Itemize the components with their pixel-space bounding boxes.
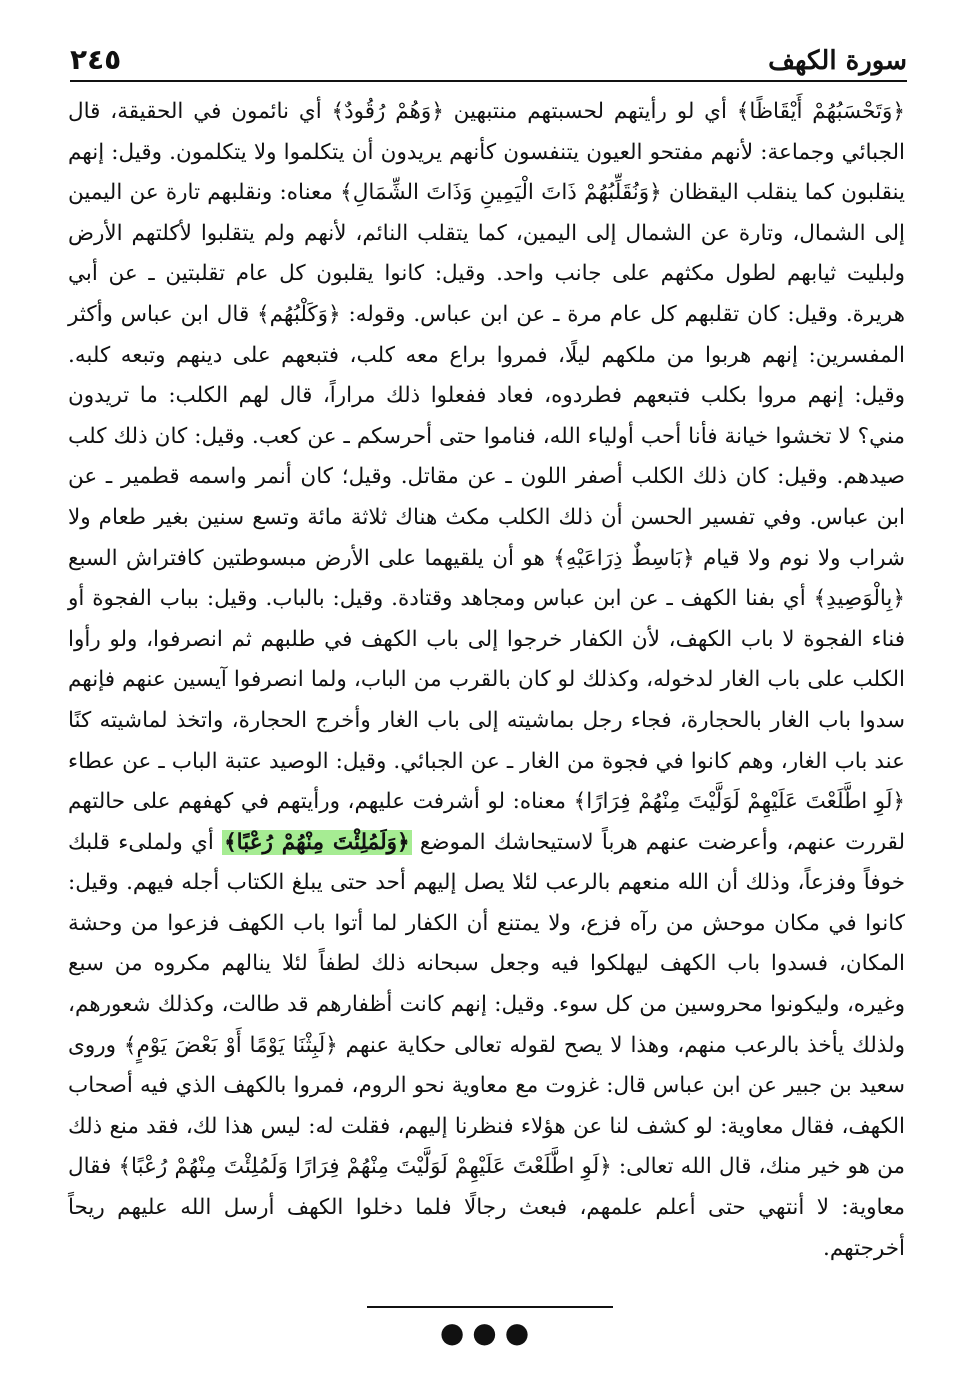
end-separator-line — [367, 1306, 613, 1308]
tafsir-text — [68, 92, 905, 1269]
highlighted-verse: ﴿وَلَمُلِئْتَ مِنْهُمْ رُعْبًا﴾ — [224, 829, 410, 855]
surah-title: سورة الكهف — [768, 46, 907, 76]
paragraph-part-2: أي ولملىء قلبك خوفاً وفزعاً، وذلك أن الله منعهم بالرعب لئلا يصل إليهم أحد حتى يبلغ الكتاب أجله فيهم. وقيل: كانوا في مكان موحش من رآه فزع، ولا يمتنع أن الكفار لما أتوا باب الكهف فزعوا من وحشة المكان، فسدوا باب الكهف ليهلكوا فيه وجعل سبحانه ذلك لطفاً لئلا ينالهم مكروه من سبع وغيره، وليكونوا محروسين من كل سوء. وقيل: إنهم كانت أظفارهم قد طالت، وكذلك شعورهم، ولذلك يأخذ بالرعب منهم، وهذا لا يصح لقوله تعالى حكاية عنهم ﴿لَبِثْنَا يَوْمًا أَوْ بَعْضَ يَوْمٍ﴾ وروى سعيد بن جبير عن ابن عباس قال: غزوت مع معاوية نحو الروم، فمروا بالكهف الذي فيه أصحاب الكهف، فقال معاوية: لو كشف لنا عن هؤلاء فنظرنا إليهم، فقلت له: ليس هذا لك، فقد منع ذلك من هو خير منك، قال الله تعالى: ﴿لَوِ اطَّلَعْتَ عَلَيْهِمْ لَوَلَّيْتَ مِنْهُمْ فِرَارًا وَلَمُلِئْتَ مِنْهُمْ رُعْبًا﴾ فقال معاوية: لا أنتهي حتى أعلم علمهم، فبعث رجالًا فلما دخلوا الكهف أرسل الله عليهم ريحاً أخرجتهم. — [68, 829, 905, 1261]
page-header — [70, 30, 907, 82]
end-ornament: ●●● — [439, 1316, 538, 1349]
paragraph-part-1: ﴿وَتَحْسَبُهُمْ أَيْقَاظًا﴾ أي لو رأيتهم لحسبتهم منتبهين ﴿وَهُمْ رُقُودٌ﴾ أي نائمون في الحقيقة، قال الجبائي وجماعة: لأنهم مفتحو العيون يتنفسون كأنهم يريدون أن يتكلموا ولا يتكلمون. وقيل: إنهم ينقلبون كما ينقلب اليقظان ﴿وَنُقَلِّبُهُمْ ذَاتَ الْيَمِينِ وَذَاتَ الشِّمَالِ﴾ معناه: ونقلبهم تارة عن اليمين إلى الشمال، وتارة عن الشمال إلى اليمين، كما يتقلب النائم، لأنهم ولم يتقلبوا لأكلتهم الأرض ولبليت ثيابهم لطول مكثهم على جانب واحد. وقيل: كانوا يقلبون كل عام تقلبتين ـ عن أبي هريرة. وقيل: كان تقلبهم كل عام مرة ـ عن ابن عباس. وقوله: ﴿وَكَلْبُهُم﴾ قال ابن عباس وأكثر المفسرين: إنهم هربوا من ملكهم ليلًا، فمروا براع معه كلب، فتبعهم على دينهم وتبعه كلبه. وقيل: إنهم مروا بكلب فتبعهم فطردوه، فعاد ففعلوا ذلك مراراً، قال لهم الكلب: ما تريدون مني؟ لا تخشوا خيانة فأنا أحب أولياء الله، فناموا حتى أحرسكم ـ عن كعب. وقيل: كان ذلك كلب صيدهم. وقيل: كان ذلك الكلب أصفر اللون ـ عن مقاتل. وقيل؛ كان أنمر واسمه قطمير ـ عن ابن عباس. وفي تفسير الحسن أن ذلك الكلب مكث هناك ثلاثة مائة وتسع سنين بغير طعام ولا شراب ولا نوم ولا قيام ﴿بَاسِطٌ ذِرَاعَيْهِ﴾ هو أن يلقيهما على الأرض مبسوطتين كافتراش السبع ﴿بِالْوَصِيدِ﴾ أي بفنا الكهف ـ عن ابن عباس ومجاهد وقتادة. وقيل: بالباب. وقيل: بباب الفجوة أو فناء الفجوة لا باب الكهف، لأن الكفار خرجوا إلى باب الكهف في طلبهم ثم انصرفوا، ولو رأوا الكلب على باب الغار لدخوله، وكذلك لو كان بالقرب من الباب، ولما انصرفوا آيسين عنهم فإنهم سدوا باب الغار بالحجارة، فجاء رجل بماشيته إلى باب الغار وأخرج الحجارة، واتخذ لماشيته كنًا عند باب الغار، وهم كانوا في فجوة من الغار ـ عن الجبائي. وقيل: الوصيد عتبة الباب ـ عن عطاء ﴿لَوِ اطَّلَعْتَ عَلَيْهِمْ لَوَلَّيْتَ مِنْهُمْ فِرَارًا﴾ معناه: لو أشرفت عليهم، ورأيتهم في كهفهم على حالتهم لقررت عنهم، وأعرضت عنهم هرباً لاستيحاشك الموضع — [68, 99, 905, 855]
page-number: ٢٤٥ — [70, 43, 122, 76]
